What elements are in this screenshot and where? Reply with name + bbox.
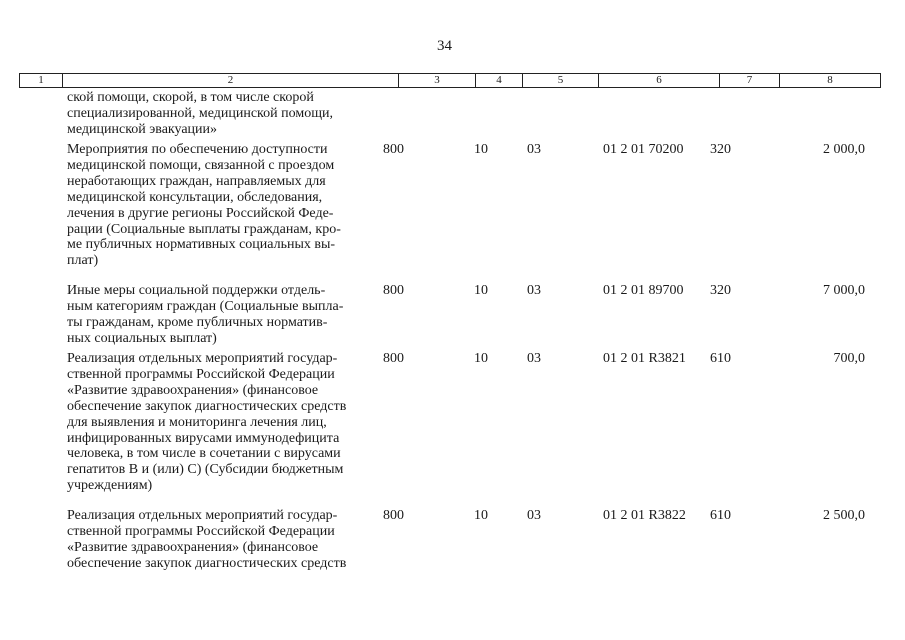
expense-type-code: 320 (710, 142, 731, 157)
row-description (67, 283, 372, 347)
expense-type-code: 320 (710, 283, 731, 298)
amount-value: 2 500,0 (823, 508, 865, 523)
ministry-code: 800 (383, 142, 404, 157)
target-article-code: 01 2 01 70200 (603, 142, 684, 157)
section-code: 10 (474, 142, 488, 157)
description-line: ственной программы Российской Федерации (67, 523, 335, 539)
description-line: инфицированных вирусами иммунодефицита (67, 430, 340, 446)
description-line: медицинской помощи, связанной с проездом (67, 157, 335, 173)
amount-value: 2 000,0 (823, 142, 865, 157)
description-line: человека, в том числе в сочетании с вирусами (67, 446, 341, 462)
subsection-code: 03 (527, 142, 541, 157)
ministry-code: 800 (383, 351, 404, 366)
description-line: гепатитов В и (или) С) (Субсидии бюджетным (67, 462, 344, 478)
row-description (67, 351, 372, 494)
description-line: Реализация отдельных мероприятий государ- (67, 351, 338, 366)
description-line: лечения в другие регионы Российской Феде- (67, 205, 334, 221)
ministry-code: 800 (383, 283, 404, 298)
description-line: медицинской консультации, обследования, (67, 189, 323, 205)
description-line: Мероприятия по обеспечению доступности (67, 142, 328, 157)
table-header-row (19, 73, 881, 88)
expense-type-code: 610 (710, 351, 731, 366)
header-cell-3: 3 (399, 74, 476, 87)
description-line: для выявления и мониторинга лечения лиц, (67, 414, 327, 430)
section-code: 10 (474, 351, 488, 366)
header-cell-1: 1 (20, 74, 63, 87)
description-line: «Развитие здравоохранения» (финансовое (67, 539, 319, 555)
description-line: учреждениям) (67, 478, 153, 494)
description-line: рации (Социальные выплаты гражданам, кро- (67, 221, 341, 237)
subsection-code: 03 (527, 283, 541, 298)
description-line: ме публичных нормативных социальных вы- (67, 237, 336, 253)
target-article-code: 01 2 01 R3821 (603, 351, 686, 366)
subsection-code: 03 (527, 351, 541, 366)
amount-value: 700,0 (833, 351, 865, 366)
description-line: ным категориям граждан (Социальные выпла- (67, 298, 344, 314)
description-line: «Развитие здравоохранения» (финансовое (67, 382, 319, 398)
expense-type-code: 610 (710, 508, 731, 523)
description-line: ственной программы Российской Федерации (67, 366, 335, 382)
description-line: Реализация отдельных мероприятий государ- (67, 508, 338, 523)
row-description (67, 90, 372, 138)
section-code: 10 (474, 508, 488, 523)
header-cell-2: 2 (63, 74, 399, 87)
description-line: ской помощи, скорой, в том числе скорой (67, 90, 314, 105)
ministry-code: 800 (383, 508, 404, 523)
target-article-code: 01 2 01 R3822 (603, 508, 686, 523)
description-line: ных социальных выплат) (67, 330, 217, 346)
description-line: Иные меры социальной поддержки отдель- (67, 283, 326, 298)
header-cell-5: 5 (523, 74, 599, 87)
header-cell-4: 4 (476, 74, 523, 87)
description-line: специализированной, медицинской помощи, (67, 105, 333, 121)
description-line: обеспечение закупок диагностических средств (67, 398, 347, 414)
subsection-code: 03 (527, 508, 541, 523)
amount-value: 7 000,0 (823, 283, 865, 298)
description-line: неработающих граждан, направляемых для (67, 173, 326, 189)
header-cell-8: 8 (827, 74, 833, 86)
header-cell-6: 6 (599, 74, 720, 87)
row-description (67, 142, 372, 269)
description-line: обеспечение закупок диагностических средств (67, 555, 347, 571)
description-line: плат) (67, 253, 99, 269)
header-cell-7: 7 (720, 74, 780, 87)
target-article-code: 01 2 01 89700 (603, 283, 684, 298)
section-code: 10 (474, 283, 488, 298)
page-number: 34 (437, 38, 452, 54)
description-line: ты гражданам, кроме публичных норматив- (67, 314, 328, 330)
row-description (67, 508, 372, 572)
description-line: медицинской эвакуации» (67, 121, 218, 137)
